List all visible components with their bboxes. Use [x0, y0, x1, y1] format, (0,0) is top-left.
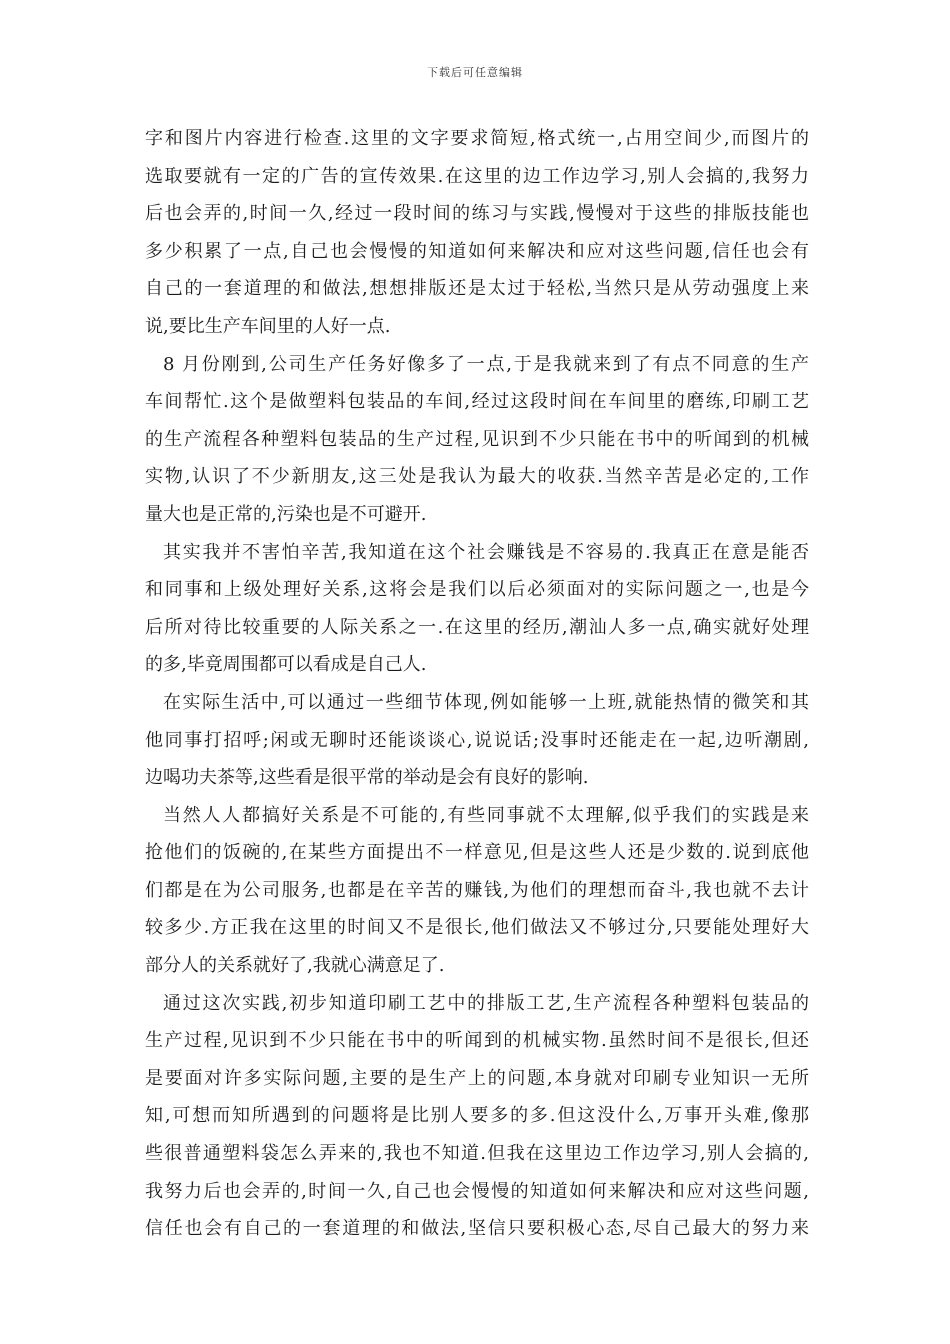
text-line: 是要面对许多实际问题,主要的是生产上的问题,本身就对印刷专业知识一无所 — [145, 1067, 809, 1089]
text-line: 多少积累了一点,自己也会慢慢的知道如何来解决和应对这些问题,信任也会有 — [145, 240, 809, 262]
text-line: 自己的一套道理的和做法,想想排版还是太过于轻松,当然只是从劳动强度上来 — [145, 278, 809, 300]
text-line: 字和图片内容进行检查.这里的文字要求简短,格式统一,占用空间少,而图片的 — [145, 128, 809, 149]
text-line: 信任也会有自己的一套道理的和做法,坚信只要积极心态,尽自己最大的努力来 — [145, 1218, 809, 1240]
text-line: 较多少.方正我在这里的时间又不是很长,他们做法又不够过分,只要能处理好大 — [145, 917, 809, 939]
text-line: 我努力后也会弄的,时间一久,自己也会慢慢的知道如何来解决和应对这些问题, — [145, 1180, 809, 1202]
text-line: 车间帮忙.这个是做塑料包装品的车间,经过这段时间在车间里的磨练,印刷工艺 — [145, 391, 809, 413]
page-header: 下载后可任意编辑 — [427, 66, 523, 79]
text-line: 生产过程,见识到不少只能在书中的听闻到的机械实物.虽然时间不是很长,但还 — [145, 1030, 809, 1052]
text-line: 后所对待比较重要的人际关系之一.在这里的经历,潮汕人多一点,确实就好处理 — [145, 616, 809, 638]
text-line: 的多,毕竟周围都可以看成是自己人. — [145, 654, 427, 676]
text-line: 在实际生活中,可以通过一些细节体现,例如能够一上班,就能热情的微笑和其 — [163, 691, 809, 713]
text-line: 选取要就有一定的广告的宣传效果.在这里的边工作边学习,别人会搞的,我努力 — [145, 165, 809, 187]
text-line: 其实我并不害怕辛苦,我知道在这个社会赚钱是不容易的.我真正在意是能否 — [163, 541, 809, 563]
text-line: 他同事打招呼;闲或无聊时还能谈谈心,说说话;没事时还能走在一起,边听潮剧, — [145, 729, 809, 751]
text-line: 部分人的关系就好了,我就心满意足了. — [145, 955, 445, 977]
text-line: 量大也是正常的,污染也是不可避开. — [145, 503, 427, 525]
text-line: 抢他们的饭碗的,在某些方面提出不一样意见,但是这些人还是少数的.说到底他 — [145, 842, 809, 864]
text-line: 和同事和上级处理好关系,这将会是我们以后必须面对的实际问题之一,也是今 — [145, 579, 809, 601]
text-line: 边喝功夫茶等,这些看是很平常的举动是会有良好的影响. — [145, 767, 589, 789]
text-line: 的生产流程各种塑料包装品的生产过程,见识到不少只能在书中的听闻到的机械 — [145, 428, 809, 450]
text-line: 们都是在为公司服务,也都是在辛苦的赚钱,为他们的理想而奋斗,我也就不去计 — [145, 879, 809, 901]
text-line: 8 月份刚到,公司生产任务好像多了一点,于是我就来到了有点不同意的生产 — [163, 353, 809, 375]
text-line: 些很普通塑料袋怎么弄来的,我也不知道.但我在这里边工作边学习,别人会搞的, — [145, 1143, 809, 1165]
text-line: 知,可想而知所遇到的问题将是比别人要多的多.但这没什么,万事开头难,像那 — [145, 1105, 809, 1127]
text-line: 说,要比生产车间里的人好一点. — [145, 315, 391, 337]
text-line: 后也会弄的,时间一久,经过一段时间的练习与实践,慢慢对于这些的排版技能也 — [145, 203, 809, 225]
document-body — [145, 120, 809, 1248]
text-line: 实物,认识了不少新朋友,这三处是我认为最大的收获.当然辛苦是必定的,工作 — [145, 466, 809, 488]
text-line: 当然人人都搞好关系是不可能的,有些同事就不太理解,似乎我们的实践是来 — [163, 804, 809, 826]
text-line: 通过这次实践,初步知道印刷工艺中的排版工艺,生产流程各种塑料包装品的 — [163, 992, 809, 1014]
